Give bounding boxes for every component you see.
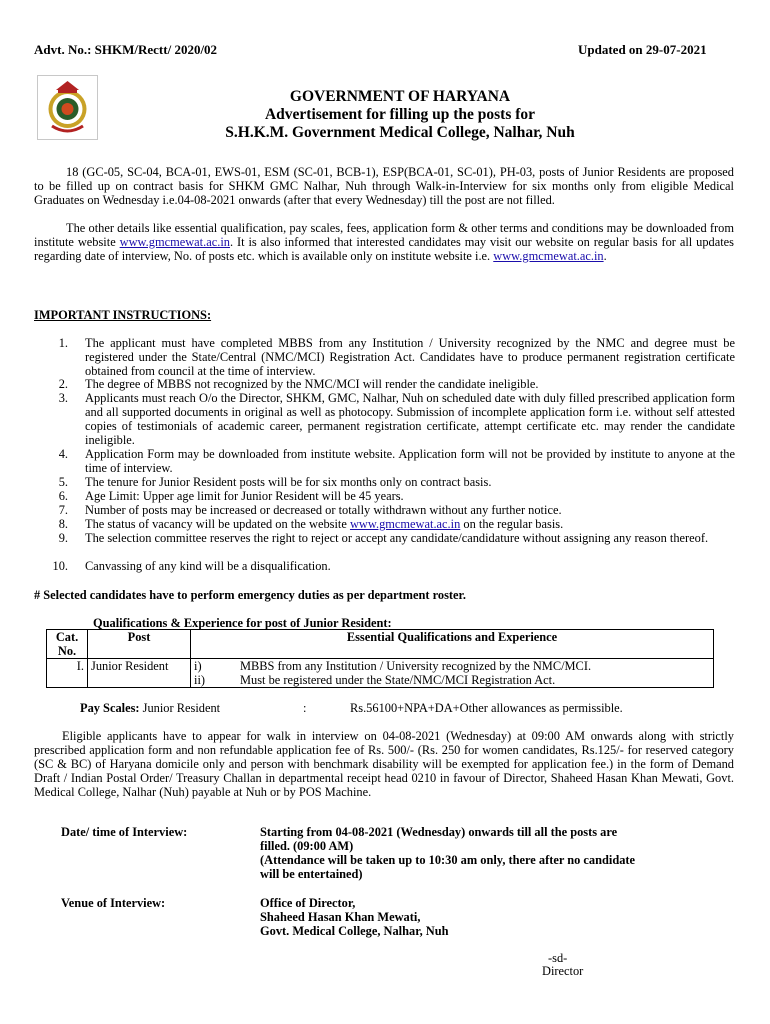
instruction-item: Canvassing of any kind will be a disqualification.: [85, 559, 331, 573]
emblem-frame: [37, 75, 98, 140]
qualification-num: ii): [194, 673, 206, 687]
pay-scale-label: [80, 702, 220, 716]
instructions-heading: IMPORTANT INSTRUCTIONS:: [34, 308, 212, 322]
qualifications-caption: Qualifications & Experience for post of Junior Resident:: [93, 616, 392, 630]
instruction-item: The selection committee reserves the right to reject or accept any candidate/candidature without assigning any reason thereof.: [85, 531, 709, 545]
instruction-number: 1.: [58, 336, 68, 350]
instruction-number: 2.: [58, 377, 68, 391]
website-link-3[interactable]: www.gmcmewat.ac.in: [349, 517, 461, 531]
qualification-num: i): [194, 659, 202, 673]
table-header-qualifications: Essential Qualifications and Experience: [191, 630, 714, 659]
instruction-number: 5.: [58, 475, 68, 489]
interview-date-line: filled. (09:00 AM): [260, 838, 354, 853]
website-link-1[interactable]: www.gmcmewat.ac.in: [119, 234, 230, 249]
venue-label: Venue of Interview:: [61, 896, 166, 910]
instruction-number: 10.: [52, 559, 68, 573]
instruction-number: 7.: [58, 503, 68, 517]
interview-date-line: (Attendance will be taken up to 10:30 am only, there after no candidate: [260, 852, 636, 867]
instruction-item: Number of posts may be increased or decreased or totally withdrawn without any further notice.: [85, 503, 562, 517]
haryana-emblem-icon: [38, 76, 97, 139]
qualification-text: Must be registered under the State/NMC/MCI Registration Act.: [240, 673, 556, 687]
instruction-item: Applicants must reach O/o the Director, SHKM, GMC, Nalhar, Nuh on scheduled date with duly filled prescribed application form and all supported documents in original as well as photocopy. Submission of incomplete application form i.e. without self attested copies of testimonials of academic career, permanent registration certificate, attempt certificate etc. may render the candidate ineligible.: [85, 391, 735, 447]
intro-p2-text-b: . It is also informed that interested candidates may visit our website on regular basis for all updates regarding date of interview, No. of posts etc. which is available only on institute website i.e.: [34, 234, 734, 263]
intro-p2-text-a: The other details like essential qualification, pay scales, fees, application form & other terms and conditions may be downloaded from institute website: [34, 221, 734, 249]
table-header-post: Post: [88, 630, 191, 659]
pay-scale-colon: :: [303, 701, 307, 715]
instruction-number: 6.: [58, 489, 68, 503]
instruction-number: 8.: [58, 517, 68, 531]
interview-date-line: Starting from 04-08-2021 (Wednesday) onwards till all the posts are: [260, 825, 618, 839]
venue-value: [260, 897, 730, 939]
qualifications-table: [46, 629, 714, 688]
intro-paragraph-1: 18 (GC-05, SC-04, BCA-01, EWS-01, ESM (SC-01, BCB-1), ESP(BCA-01, SC-01), PH-03, posts of Junior Residents are proposed to be filled up on contract basis for SHKM GMC Nalhar, Nuh through Walk-in-Interview for six months only from eligible Medical Graduates on Wednesday i.e.04-08-2021 onwards (after that every Wednesday) till the post are not filled.: [34, 165, 734, 207]
table-row: [47, 659, 714, 688]
advt-number: Advt. No.: SHKM/Rectt/ 2020/02: [34, 42, 218, 57]
instruction-item: [85, 518, 735, 532]
pay-scale-label-text: Pay Scales:: [80, 701, 140, 715]
title-advertisement: Advertisement for filling up the posts for: [264, 106, 536, 123]
interview-date-value: [260, 826, 730, 882]
instruction-item: The applicant must have completed MBBS from any Institution / University recognized by the NMC and degree must be registered under the State/Central (NMC/MCI) Registration Act. Candidates have to produce permanent registration certificate obtained from council at the time of interview.: [85, 336, 735, 378]
instruction-number: 3.: [58, 391, 68, 405]
venue-line: Shaheed Hasan Khan Mewati,: [260, 909, 421, 924]
pay-scale-post: Junior Resident: [142, 701, 221, 715]
title-government: GOVERNMENT OF HARYANA: [289, 88, 511, 105]
interview-date-label: Date/ time of Interview:: [61, 825, 188, 839]
table-cell-post: Junior Resident: [88, 659, 191, 688]
instruction-8-text-a: The status of vacancy will be updated on the website: [85, 517, 350, 531]
title-block: [120, 88, 680, 142]
pay-scale-value: Rs.56100+NPA+DA+Other allowances as permissible.: [350, 701, 623, 715]
venue-line: Govt. Medical College, Nalhar, Nuh: [260, 923, 449, 938]
signature-designation: Director: [542, 964, 584, 978]
instruction-8-text-b: on the regular basis.: [460, 517, 564, 531]
updated-date: Updated on 29-07-2021: [578, 42, 707, 57]
table-header-row: [47, 630, 714, 659]
instruction-item: The tenure for Junior Resident posts will be for six months only on contract basis.: [85, 475, 492, 489]
table-cell-qualifications: [191, 659, 714, 688]
signature-sd: -sd-: [548, 951, 568, 965]
qualification-text: MBBS from any Institution / University recognized by the NMC/MCI.: [240, 659, 592, 673]
instruction-number: 9.: [58, 531, 68, 545]
instruction-item: Age Limit: Upper age limit for Junior Resident will be 45 years.: [85, 489, 404, 503]
interview-date-line: will be entertained): [260, 866, 363, 881]
instruction-number: 4.: [58, 447, 68, 461]
table-header-cat: Cat. No.: [47, 630, 88, 659]
table-cell-cat: I.: [47, 659, 88, 688]
eligibility-paragraph: Eligible applicants have to appear for walk in interview on 04-08-2021 (Wednesday) at 09:00 AM onwards along with strictly prescribed application form and non refundable application fee of Rs. 500/- (Rs. 250 for women candidates, Rs.125/- for reserved category (SC & BC) of Haryana domicile only and person with benchmark disability will be exempted for application fee.) in the form of Demand Draft / Indian Postal Order/ Treasury Challan in departmental receipt head 0210 in favour of Director, Shaheed Hasan Khan Mewati, Govt. Medical College, Nalhar (Nuh) payable at Nuh or by POS Machine.: [34, 729, 734, 799]
intro-paragraph-2: [34, 222, 734, 264]
qualification-item: [194, 659, 710, 673]
instruction-item: The degree of MBBS not recognized by the NMC/MCI will render the candidate ineligible.: [85, 377, 539, 391]
venue-line: Office of Director,: [260, 896, 356, 910]
qualification-item: [194, 673, 710, 687]
intro-p2-text-c: .: [603, 248, 607, 263]
instruction-item: Application Form may be downloaded from institute website. Application form will not be provided by institute to anyone at the time of interview.: [85, 447, 735, 475]
title-college: S.H.K.M. Government Medical College, Nalhar, Nuh: [225, 124, 575, 141]
website-link-2[interactable]: www.gmcmewat.ac.in: [493, 248, 604, 263]
emergency-duty-note: # Selected candidates have to perform emergency duties as per department roster.: [34, 588, 466, 602]
